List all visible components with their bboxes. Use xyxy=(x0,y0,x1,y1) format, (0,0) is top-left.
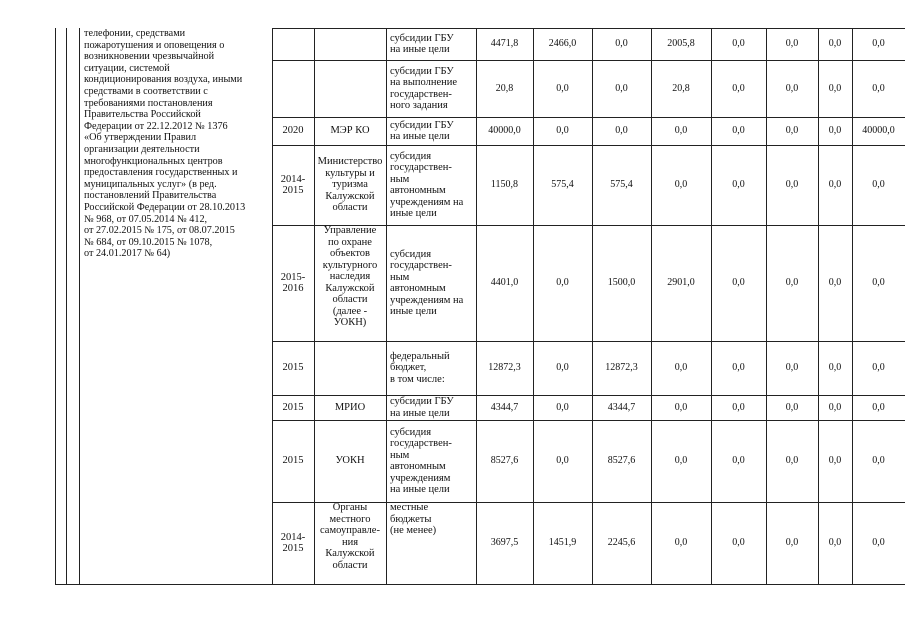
description-line: требованиями постановления xyxy=(84,97,213,109)
source-cell-text: на выполнение xyxy=(390,77,458,88)
amount-cell: 20,8 xyxy=(495,82,514,94)
executor-cell-text: Управление xyxy=(323,225,377,236)
executor-cell xyxy=(314,395,386,420)
description-line: муниципальных услуг» (в ред. xyxy=(84,178,217,190)
amount-cell: 0,0 xyxy=(732,38,745,50)
description-line: от 24.01.2017 № 64) xyxy=(84,248,171,260)
amount-cell: 4401,0 xyxy=(490,277,519,289)
amount-cell: 0,0 xyxy=(828,125,842,137)
description-line: ситуации, системой xyxy=(84,62,170,74)
executor-cell xyxy=(314,117,386,145)
source-cell-text: местные xyxy=(390,502,429,513)
source-cell-text: на иные цели xyxy=(390,484,450,495)
executor-cell-text: МЭР КО xyxy=(330,125,370,137)
year-cell-text: 2014- xyxy=(280,173,306,185)
year-cell-text: 2020 xyxy=(282,125,304,137)
executor-cell xyxy=(314,420,386,502)
measure-description xyxy=(84,28,270,260)
amount-cell: 4344,7 xyxy=(607,401,636,413)
amount-cell: 0,0 xyxy=(828,537,842,549)
source-cell xyxy=(386,341,476,395)
amount-cell: 2245,6 xyxy=(607,537,636,549)
source-cell-text: на иные цели xyxy=(390,44,450,55)
amount-cell: 8527,6 xyxy=(490,455,519,467)
source-cell-text: субсидии ГБУ xyxy=(390,119,454,131)
source-cell-text: ным xyxy=(390,173,410,185)
executor-cell-text: ния xyxy=(341,536,359,548)
executor-cell xyxy=(314,28,386,60)
source-cell-text: государствен- xyxy=(390,162,452,173)
source-cell-text: бюджеты xyxy=(390,513,432,525)
amount-cell: 0,0 xyxy=(674,179,688,191)
year-cell xyxy=(272,60,314,117)
amount-cell: 40000,0 xyxy=(488,125,521,137)
amount-cell: 0,0 xyxy=(872,362,885,374)
amount-cell: 0,0 xyxy=(674,455,688,467)
amount-cell: 0,0 xyxy=(872,82,885,94)
amount-cell: 0,0 xyxy=(785,277,799,289)
amount-cell: 0,0 xyxy=(615,38,628,50)
amount-cell: 40000,0 xyxy=(862,125,895,137)
year-cell-text: 2015 xyxy=(282,362,304,374)
year-cell xyxy=(272,28,314,60)
source-cell-text: субсидии ГБУ xyxy=(390,65,454,77)
amount-cell: 0,0 xyxy=(872,179,885,191)
executor-cell-text: Калужской xyxy=(325,190,375,202)
amount-cell: 12872,3 xyxy=(605,362,638,374)
description-line: Российской Федерации от 28.10.2013 xyxy=(84,201,246,213)
description-line: постановлений Правительства xyxy=(84,190,217,202)
amount-cell: 0,0 xyxy=(785,38,799,50)
source-cell-text: субсидии ГБУ xyxy=(390,32,454,44)
source-cell-text: автономным xyxy=(390,461,446,472)
executor-cell xyxy=(314,145,386,225)
amount-cell: 0,0 xyxy=(674,125,688,137)
source-cell xyxy=(386,225,476,341)
amount-cell: 1451,9 xyxy=(548,537,577,549)
source-cell-text: автономным xyxy=(390,283,446,294)
amount-cell: 0,0 xyxy=(674,537,688,549)
source-cell-text: иные цели xyxy=(390,208,437,219)
source-cell-text: государствен- xyxy=(390,438,452,449)
source-cell-text: учреждениям на xyxy=(390,294,464,306)
amount-cell: 0,0 xyxy=(785,537,799,549)
amount-cell: 0,0 xyxy=(674,401,688,413)
description-line: «Об утверждении Правил xyxy=(84,132,197,144)
year-cell-text: 2015 xyxy=(282,185,304,196)
amount-cell: 0,0 xyxy=(556,125,569,137)
executor-cell-text: самоуправле- xyxy=(320,525,380,536)
source-cell-text: ным xyxy=(390,449,410,461)
amount-cell: 0,0 xyxy=(615,125,628,137)
executor-cell-text: Калужской xyxy=(325,548,375,559)
source-cell xyxy=(386,502,476,584)
amount-cell: 8527,6 xyxy=(607,455,636,467)
executor-cell-text: местного xyxy=(329,513,371,525)
amount-cell: 2005,8 xyxy=(667,38,695,50)
amount-cell: 0,0 xyxy=(785,82,799,94)
amount-cell: 0,0 xyxy=(732,455,745,467)
amount-cell: 0,0 xyxy=(732,362,745,374)
description-line: пожаротушения и оповещения о xyxy=(84,39,225,51)
amount-cell: 0,0 xyxy=(556,401,569,413)
year-cell xyxy=(272,502,314,584)
source-cell-text: учреждениям xyxy=(390,472,451,484)
amount-cell: 0,0 xyxy=(828,362,842,374)
column-rule xyxy=(66,28,67,584)
amount-cell: 0,0 xyxy=(828,38,842,50)
description-line: многофункциональных центров xyxy=(84,155,223,167)
amount-cell: 0,0 xyxy=(732,401,745,413)
year-cell-text: 2014- xyxy=(280,531,306,543)
executor-cell-text: культурного xyxy=(322,259,378,271)
source-cell-text: субсидия xyxy=(390,426,432,438)
source-cell xyxy=(386,28,476,60)
executor-cell-text: объектов xyxy=(329,248,371,259)
column-rule xyxy=(55,28,56,584)
executor-cell-text: Министерство xyxy=(317,156,383,168)
description-line: Правительства Российской xyxy=(84,109,201,121)
executor-cell-text: МРИО xyxy=(334,401,366,413)
amount-cell: 20,8 xyxy=(672,82,690,94)
description-line: от 27.02.2015 № 175, от 08.07.2015 xyxy=(84,225,235,237)
executor-cell xyxy=(314,341,386,395)
amount-cell: 0,0 xyxy=(785,179,799,191)
source-cell xyxy=(386,60,476,117)
amount-cell: 1500,0 xyxy=(607,277,636,289)
amount-cell: 0,0 xyxy=(615,82,628,94)
executor-cell-text: Калужской xyxy=(325,282,375,294)
executor-cell-text: УОКН xyxy=(335,455,365,467)
source-cell-text: в том числе: xyxy=(390,373,445,385)
column-rule xyxy=(79,28,80,584)
source-cell xyxy=(386,145,476,225)
executor-cell-text: области xyxy=(332,559,368,571)
amount-cell: 0,0 xyxy=(828,455,842,467)
amount-cell: 0,0 xyxy=(785,362,799,374)
executor-cell-text: по охране xyxy=(328,236,372,248)
executor-cell xyxy=(314,60,386,117)
executor-cell-text: области xyxy=(332,202,368,214)
amount-cell: 0,0 xyxy=(556,82,569,94)
source-cell-text: субсидия xyxy=(390,248,432,260)
executor-cell-text: туризма xyxy=(332,179,368,191)
year-cell-text: 2016 xyxy=(282,283,304,294)
executor-cell-text: наследия xyxy=(329,271,371,282)
amount-cell: 0,0 xyxy=(732,277,745,289)
amount-cell: 0,0 xyxy=(785,125,799,137)
description-line: предоставления государственных и xyxy=(84,167,238,179)
amount-cell: 4471,8 xyxy=(490,38,519,50)
source-cell xyxy=(386,117,476,145)
amount-cell: 0,0 xyxy=(556,362,569,374)
description-line: кондиционирования воздуха, иными xyxy=(84,74,243,86)
source-cell xyxy=(386,420,476,502)
year-cell xyxy=(272,145,314,225)
year-cell xyxy=(272,420,314,502)
executor-cell-text: УОКН) xyxy=(333,317,367,328)
amount-cell: 0,0 xyxy=(828,277,842,289)
executor-cell xyxy=(314,502,386,584)
year-cell-text: 2015 xyxy=(282,543,304,554)
amount-cell: 0,0 xyxy=(556,455,569,467)
amount-cell: 0,0 xyxy=(828,82,842,94)
source-cell-text: ным xyxy=(390,271,410,283)
amount-cell: 0,0 xyxy=(872,277,885,289)
description-line: № 968, от 07.05.2014 № 412, xyxy=(84,213,208,225)
amount-cell: 1150,8 xyxy=(490,179,519,191)
amount-cell: 2466,0 xyxy=(548,38,577,50)
amount-cell: 0,0 xyxy=(828,401,842,413)
source-cell-text: (не менее) xyxy=(390,525,437,536)
year-cell-text: 2015 xyxy=(282,455,304,467)
source-cell-text: ного задания xyxy=(390,100,448,111)
source-cell-text: на иные цели xyxy=(390,407,450,419)
amount-cell: 0,0 xyxy=(872,38,885,50)
source-cell-text: субсидия xyxy=(390,150,432,162)
year-cell-text: 2015- xyxy=(280,271,306,283)
description-line: возникновении чрезвычайной xyxy=(84,51,215,63)
amount-cell: 0,0 xyxy=(674,362,688,374)
description-line: телефонии, средствами xyxy=(84,28,186,39)
source-cell-text: на иные цели xyxy=(390,131,450,142)
amount-cell: 575,4 xyxy=(551,179,574,191)
amount-cell: 0,0 xyxy=(785,455,799,467)
executor-cell-text: области xyxy=(332,294,368,305)
amount-cell: 575,4 xyxy=(610,179,633,191)
executor-cell-text: Органы xyxy=(332,502,368,513)
source-cell-text: автономным xyxy=(390,185,446,196)
source-cell-text: субсидии ГБУ xyxy=(390,396,454,407)
amount-cell: 12872,3 xyxy=(488,362,521,374)
amount-cell: 0,0 xyxy=(732,125,745,137)
source-cell xyxy=(386,395,476,420)
description-line: Федерации от 22.12.2012 № 1376 xyxy=(84,120,228,132)
executor-cell-text: культуры и xyxy=(325,167,375,179)
year-cell xyxy=(272,341,314,395)
executor-cell xyxy=(314,225,386,341)
year-cell xyxy=(272,225,314,341)
amount-cell: 0,0 xyxy=(732,179,745,191)
row-rule xyxy=(55,584,905,585)
year-cell-text: 2015 xyxy=(282,401,304,413)
amount-cell: 0,0 xyxy=(732,82,745,94)
amount-cell: 0,0 xyxy=(556,277,569,289)
amount-cell: 0,0 xyxy=(828,179,842,191)
source-cell-text: федеральный xyxy=(390,350,450,362)
amount-cell: 0,0 xyxy=(872,401,885,413)
executor-cell-text: (далее - xyxy=(332,305,368,317)
source-cell-text: учреждениям на xyxy=(390,196,464,208)
description-line: средствами в соответствии с xyxy=(84,85,208,97)
source-cell-text: государствен- xyxy=(390,88,452,100)
amount-cell: 4344,7 xyxy=(490,401,519,413)
amount-cell: 0,0 xyxy=(872,455,885,467)
description-line: организации деятельности xyxy=(84,143,200,155)
amount-cell: 2901,0 xyxy=(667,277,695,289)
source-cell-text: иные цели xyxy=(390,306,437,317)
source-cell-text: государствен- xyxy=(390,260,452,271)
year-cell xyxy=(272,117,314,145)
amount-cell: 0,0 xyxy=(732,537,745,549)
amount-cell: 0,0 xyxy=(872,537,885,549)
source-cell-text: бюджет, xyxy=(390,362,427,374)
year-cell xyxy=(272,395,314,420)
amount-cell: 3697,5 xyxy=(490,537,519,549)
description-line: № 684, от 09.10.2015 № 1078, xyxy=(84,236,213,248)
amount-cell: 0,0 xyxy=(785,401,799,413)
